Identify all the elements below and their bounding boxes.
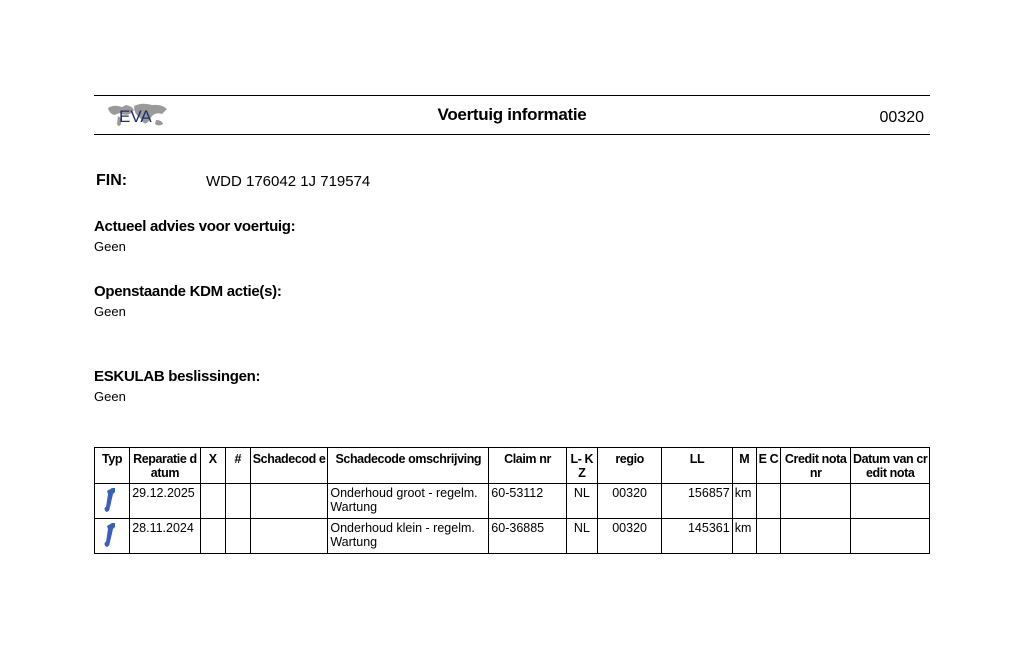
cell-code (250, 519, 327, 554)
cell-hash (225, 519, 250, 554)
cell-m: km (732, 484, 756, 519)
fin-value: WDD 176042 1J 719574 (206, 173, 371, 190)
cell-lkz: NL (566, 519, 597, 554)
advice-value: Geen (94, 239, 126, 254)
cell-type (95, 519, 130, 554)
cell-credit-date (851, 519, 930, 554)
table-row[interactable] (95, 484, 930, 519)
eskulab-title: ESKULAB beslissingen: (94, 368, 261, 385)
col-x: X (200, 448, 225, 484)
cell-ec (756, 484, 780, 519)
cell-lkz: NL (566, 484, 597, 519)
dealer-code: 00320 (879, 109, 924, 126)
col-ll: LL (662, 448, 732, 484)
document-header (94, 95, 930, 135)
cell-date: 29.12.2025 (130, 484, 200, 519)
col-typ: Typ (95, 448, 130, 484)
cell-m: km (732, 519, 756, 554)
repair-history-table (94, 447, 930, 554)
kdm-title: Openstaande KDM actie(s): (94, 283, 282, 300)
page-title: Voertuig informatie (437, 105, 587, 124)
col-lkz: L- KZ (566, 448, 597, 484)
kdm-value: Geen (94, 304, 126, 319)
table-header-row (95, 448, 930, 484)
wrench-icon (103, 487, 117, 513)
cell-claim: 60-36885 (489, 519, 566, 554)
eskulab-value: Geen (94, 389, 126, 404)
advice-title: Actueel advies voor voertuig: (94, 218, 296, 235)
col-regio: regio (597, 448, 661, 484)
wrench-icon (103, 522, 117, 548)
fin-label: FIN: (96, 172, 128, 189)
cell-ll: 145361 (662, 519, 732, 554)
cell-ll: 156857 (662, 484, 732, 519)
cell-claim: 60-53112 (489, 484, 566, 519)
col-datum-credit-nota: Datum van credit nota (851, 448, 930, 484)
col-claim-nr: Claim nr (489, 448, 566, 484)
col-m: M (732, 448, 756, 484)
cell-ec (756, 519, 780, 554)
cell-x (200, 484, 225, 519)
svg-text:EVA: EVA (119, 107, 152, 126)
col-credit-nota-nr: Credit nota nr (780, 448, 850, 484)
cell-description: Onderhoud klein - regelm. Wartung (328, 519, 489, 554)
cell-description: Onderhoud groot - regelm. Wartung (328, 484, 489, 519)
cell-type (95, 484, 130, 519)
col-ec: E C (756, 448, 780, 484)
table-row[interactable] (95, 519, 930, 554)
col-schadecode: Schadecod e (250, 448, 327, 484)
cell-code (250, 484, 327, 519)
cell-credit-nr (780, 484, 850, 519)
cell-credit-nr (780, 519, 850, 554)
cell-x (200, 519, 225, 554)
cell-credit-date (851, 484, 930, 519)
cell-regio: 00320 (597, 519, 661, 554)
cell-regio: 00320 (597, 484, 661, 519)
col-omschrijving: Schadecode omschrijving (328, 448, 489, 484)
cell-date: 28.11.2024 (130, 519, 200, 554)
col-reparatie-datum: Reparatie datum (130, 448, 200, 484)
cell-hash (225, 484, 250, 519)
col-hash: # (225, 448, 250, 484)
